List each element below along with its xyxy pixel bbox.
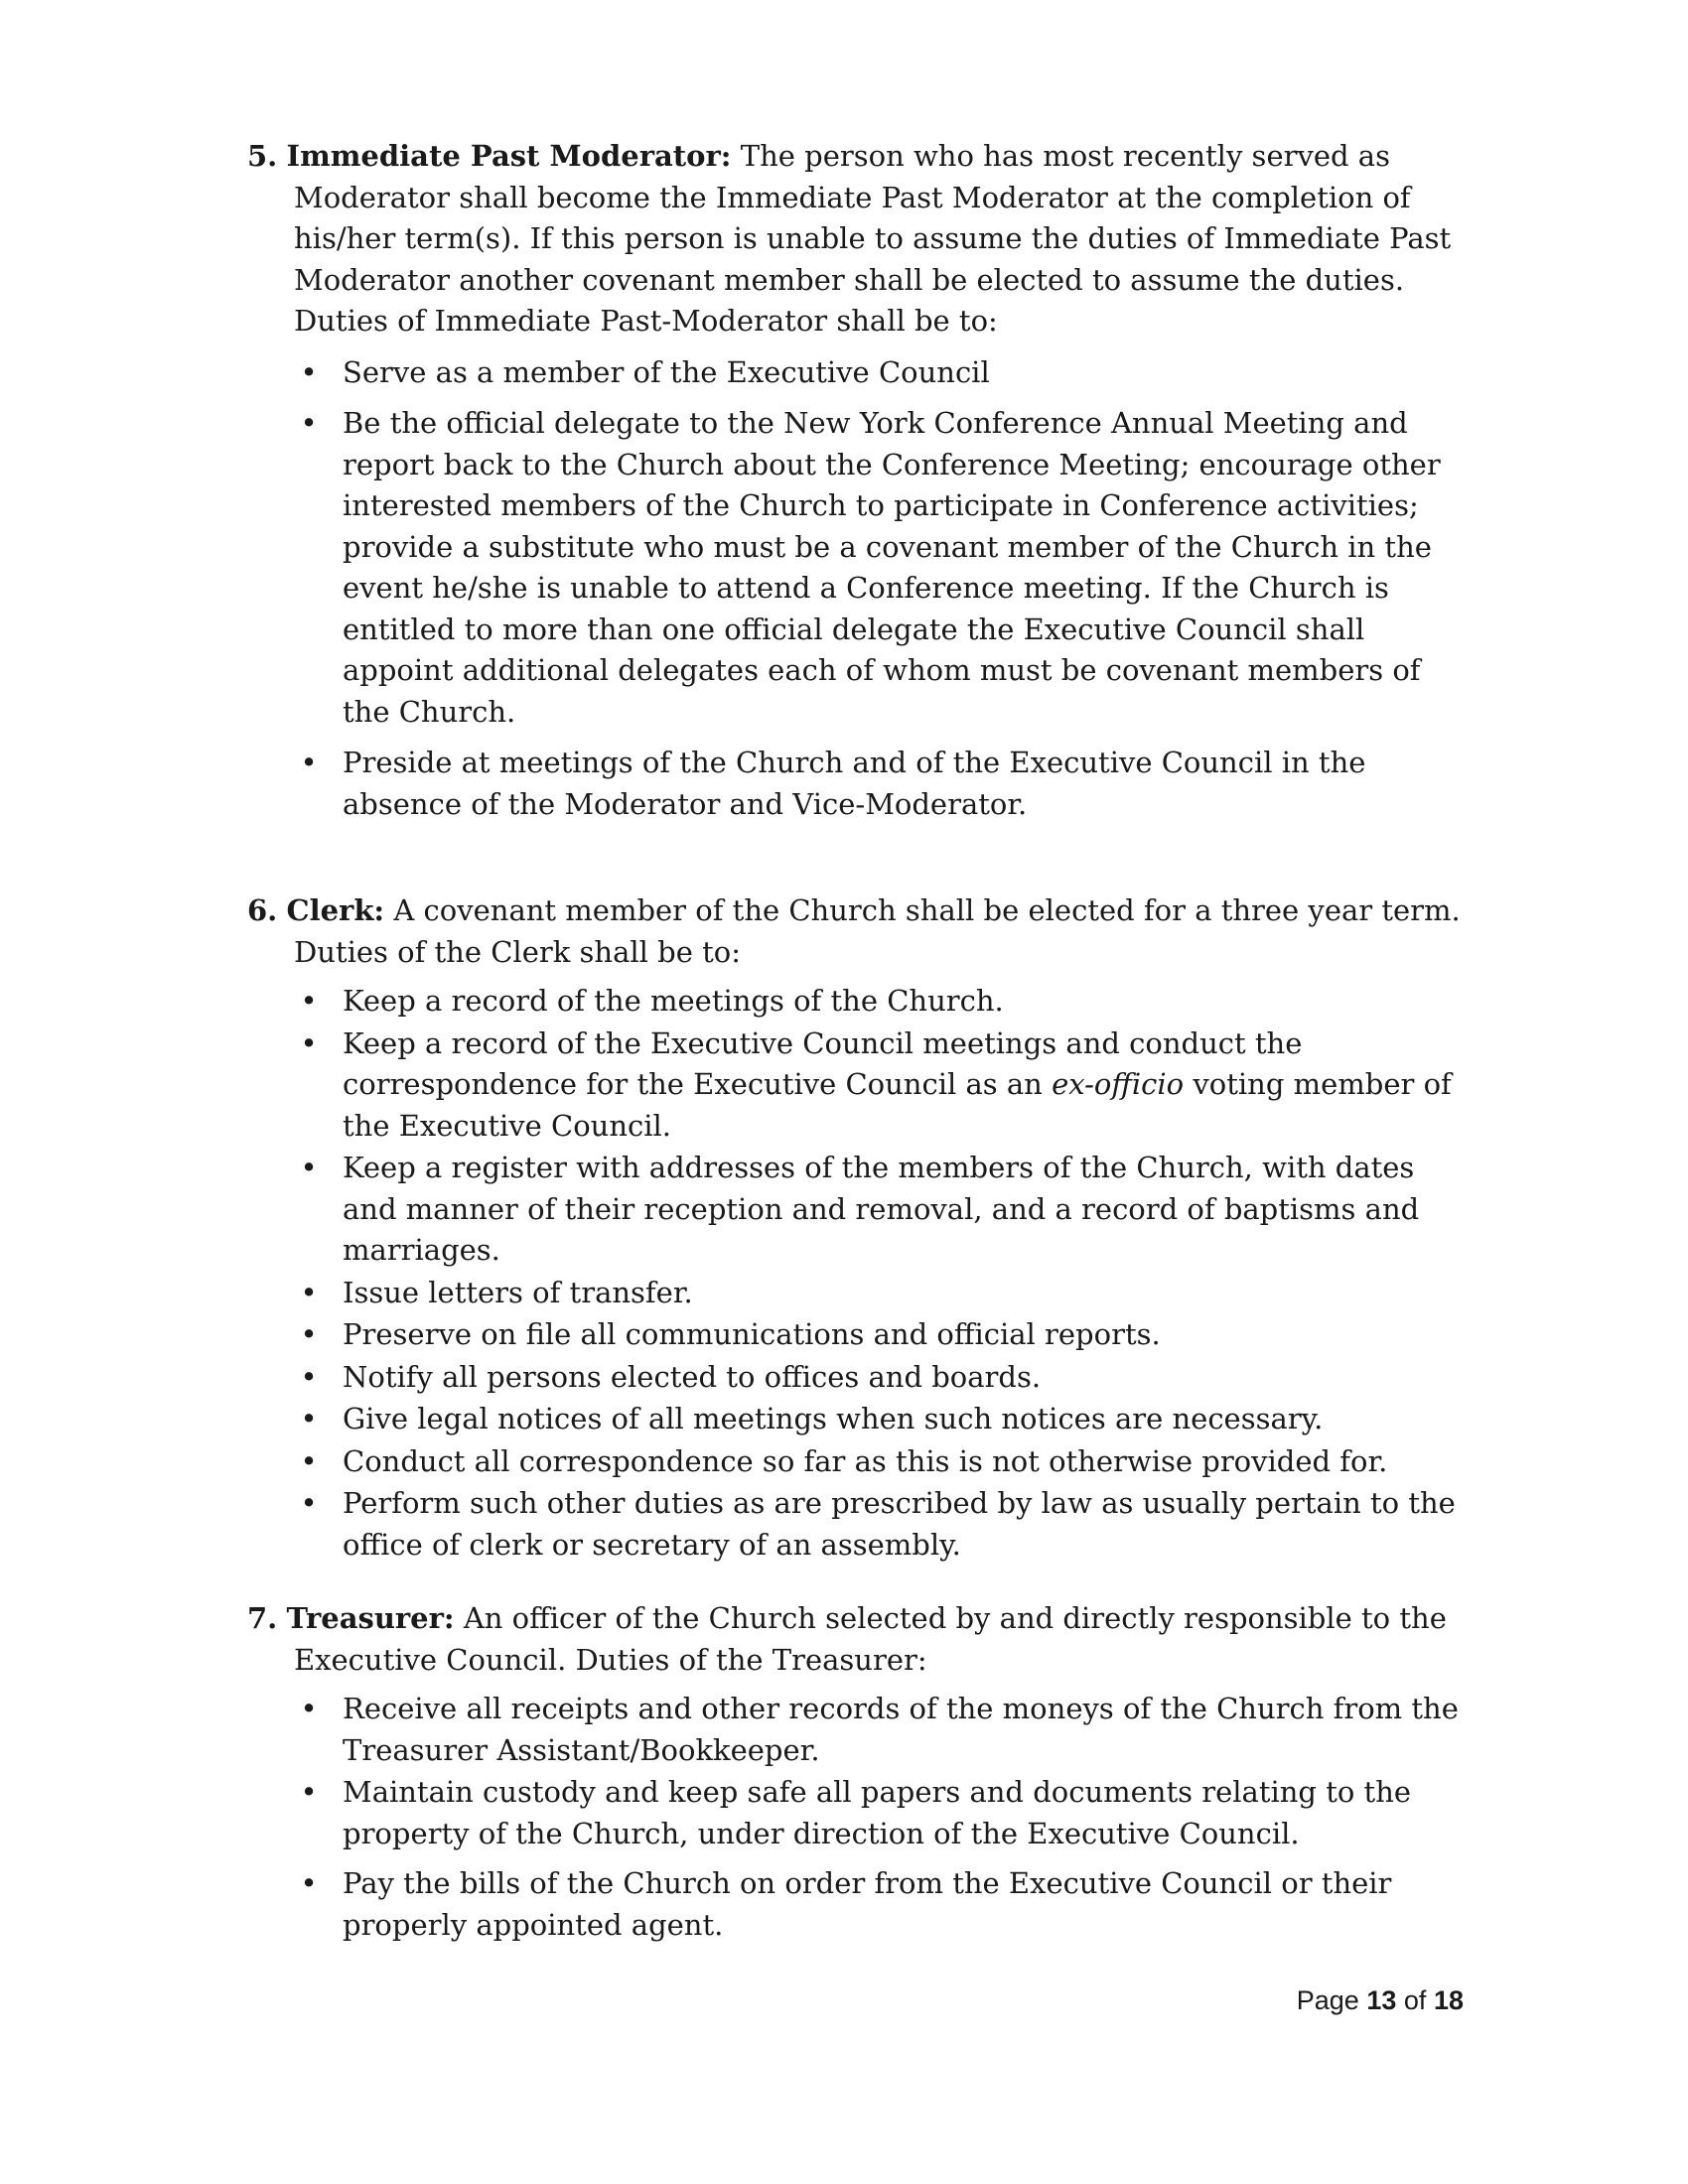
- list-item-text: Receive all receipts and other records of the moneys of the Church from the Treasurer Assistant/Bookkeeper.: [343, 1692, 1459, 1767]
- bullet-icon: •: [300, 1359, 318, 1394]
- bullet-icon: •: [300, 406, 318, 440]
- bullet-icon: •: [300, 1692, 318, 1725]
- bullet-icon: •: [300, 1025, 318, 1060]
- list-item: [247, 1483, 1469, 1566]
- list-item-text: Be the official delegate to the New York Conference Annual Meeting and report back to the Church about the Conference Meeting; encourage other interested members of the Church to participate in Conference activities; provide a substitute who must be a covenant member of the Church in the event he/she is unable to attend a Conference meeting. If the Church is entitled to more than one official delegate the Executive Council shall appoint additional delegates each of whom must be covenant members of the Church.: [343, 406, 1441, 729]
- section-number: 7.: [247, 1601, 278, 1635]
- list-item: [247, 1357, 1469, 1399]
- bullet-icon: •: [300, 1486, 318, 1520]
- list-item-text: Maintain custody and keep safe all papers and documents relating to the property of the Church, under direction of the Executive Council.: [343, 1775, 1412, 1850]
- list-item: [247, 1399, 1469, 1440]
- list-item: [247, 403, 1469, 733]
- section-heading: [247, 890, 1469, 973]
- section-intro: A covenant member of the Church shall be elected for a three year term. Duties of the Clerk shall be to:: [294, 893, 1461, 969]
- list-item-text: Preserve on file all communications and official reports.: [343, 1317, 1161, 1351]
- section-heading: [247, 1598, 1469, 1681]
- list-item-text: Keep a register with addresses of the members of the Church, with dates and manner of their reception and removal, and a record of baptisms and marriages.: [343, 1151, 1420, 1267]
- section-number: 5.: [247, 139, 278, 173]
- list-item: [247, 1772, 1469, 1854]
- footer-page-word: Page: [1296, 1985, 1359, 2015]
- page-number-footer: [1297, 1985, 1464, 2016]
- bullet-icon: •: [300, 1317, 318, 1351]
- section-title: Treasurer:: [286, 1601, 455, 1635]
- bullet-list: [247, 352, 1469, 826]
- section-title: Clerk:: [286, 893, 385, 927]
- section-intro: The person who has most recently served as Moderator shall become the Immediate Past Moderator at the completion of his/her term(s). If this person is unable to assume the duties of Immediate Past Moderator another covenant member shall be elected to assume the duties. Duties of Immediate Past-Moderator shall be to:: [294, 139, 1452, 338]
- section-number: 6.: [247, 893, 278, 927]
- list-item: [247, 1148, 1469, 1272]
- list-item: [247, 1024, 1469, 1148]
- bullet-icon: •: [300, 1443, 318, 1478]
- footer-of-word: of: [1403, 1985, 1427, 2015]
- list-item-text: Keep a record of the Executive Council meetings and conduct the correspondence for the Executive Council as an: [343, 1025, 1303, 1101]
- footer-current-page: 13: [1366, 1985, 1397, 2015]
- list-item-text: Issue letters of transfer.: [343, 1275, 693, 1309]
- list-item: [247, 743, 1469, 825]
- bullet-icon: •: [300, 984, 318, 1018]
- section-clerk: [247, 890, 1469, 1566]
- list-item-text-tail: voting member of the Executive Council.: [343, 1067, 1452, 1143]
- italic-term: ex-officio: [1052, 1067, 1185, 1101]
- list-item-text: Perform such other duties as are prescribed by law as usually pertain to the office of clerk or secretary of an assembly.: [343, 1486, 1456, 1562]
- bullet-icon: •: [300, 746, 318, 779]
- list-item-text: Serve as a member of the Executive Council: [343, 354, 990, 389]
- section-treasurer: [247, 1598, 1469, 1946]
- list-item-text: Conduct all correspondence so far as this is not otherwise provided for.: [343, 1443, 1388, 1478]
- bullet-icon: •: [300, 1775, 318, 1809]
- bullet-list: [247, 981, 1469, 1566]
- section-title: Immediate Past Moderator:: [286, 139, 732, 173]
- list-item: [247, 1689, 1469, 1771]
- bullet-icon: •: [300, 1866, 318, 1900]
- section-immediate-past-moderator: [247, 136, 1469, 825]
- list-item: [247, 1441, 1469, 1483]
- footer-total-pages: 18: [1433, 1985, 1464, 2015]
- section-heading: [247, 136, 1469, 342]
- list-item: [247, 1863, 1469, 1946]
- list-item-text: Pay the bills of the Church on order from the Executive Council or their properly appointed agent.: [343, 1866, 1392, 1942]
- list-item-text: Preside at meetings of the Church and of the Executive Council in the absence of the Moderator and Vice-Moderator.: [343, 746, 1366, 821]
- bullet-list: [247, 1689, 1469, 1946]
- bullet-icon: •: [300, 1151, 318, 1184]
- bullet-icon: •: [300, 1275, 318, 1309]
- bullet-icon: •: [300, 354, 318, 389]
- bullet-icon: •: [300, 1402, 318, 1435]
- list-item: [247, 1314, 1469, 1356]
- list-item-text: Notify all persons elected to offices and boards.: [343, 1359, 1042, 1394]
- list-item: [247, 981, 1469, 1023]
- section-intro: An officer of the Church selected by and directly responsible to the Executive Council. Duties of the Treasurer:: [294, 1601, 1447, 1677]
- list-item-text: Keep a record of the meetings of the Church.: [343, 984, 1004, 1018]
- list-item: [247, 352, 1469, 394]
- list-item-text: Give legal notices of all meetings when such notices are necessary.: [343, 1402, 1324, 1435]
- list-item: [247, 1273, 1469, 1314]
